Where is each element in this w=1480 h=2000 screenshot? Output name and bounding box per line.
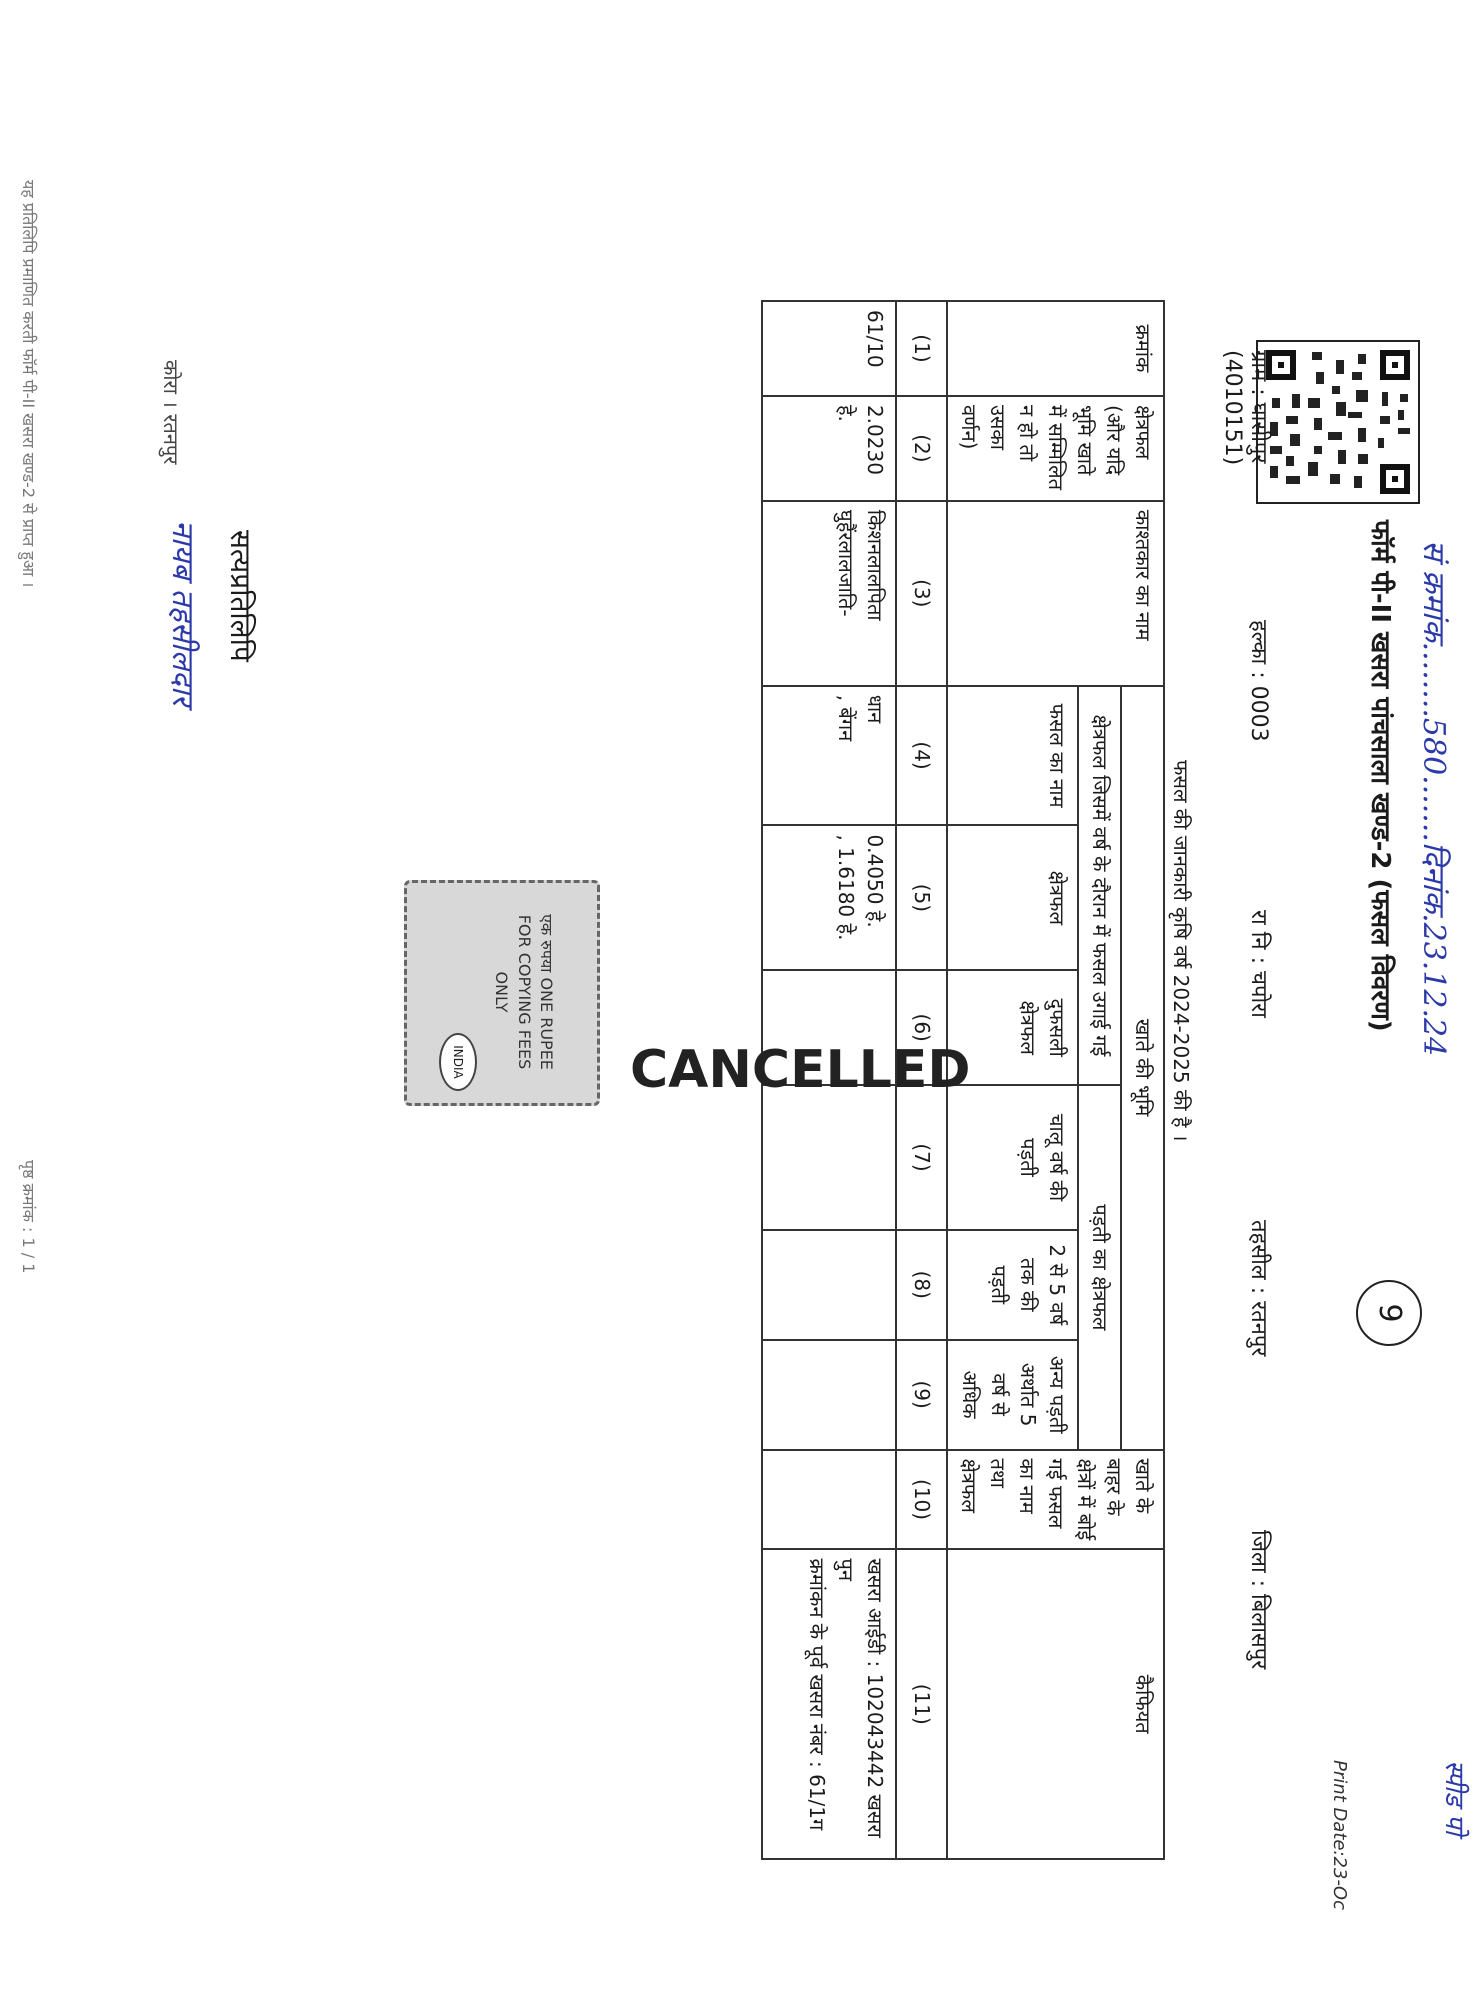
col-num: (2) (896, 396, 947, 501)
header-fallow-group: पड़ती का क्षेत्रफल (1078, 1085, 1121, 1449)
crop-2: , बेंगन (834, 694, 858, 742)
header-serial: क्रमांक (947, 301, 1164, 396)
cell-other-fallow (762, 1340, 896, 1450)
print-date: Print Date:23-Oc (1329, 1760, 1350, 1910)
header-crop-area-group: क्षेत्रफल जिसमें वर्ष के दौरान में फसल उगाई गई (1078, 686, 1121, 1085)
remarks-line-2: क्रमांकन के पूर्व खसरा नंबर : 61/1ग (805, 1558, 829, 1831)
header-cultivator: काश्तकार का नाम (947, 501, 1164, 686)
cell-serial: 61/10 (762, 301, 896, 396)
col-num: (11) (896, 1549, 947, 1859)
remarks-line-1: खसरा आईडी : 102043442 खसरा पुन (834, 1558, 887, 1838)
cell-area: 2.0230 हे. (762, 396, 896, 501)
cell-fallow-2-5 (762, 1230, 896, 1340)
true-copy-label: सत्यप्रतिलिपि (224, 530, 257, 662)
cell-remarks (762, 1549, 896, 1859)
col-num: (8) (896, 1230, 947, 1340)
cancelled-mark: CANCELLED (630, 1040, 971, 1100)
header-crop-name: फसल का नाम (947, 686, 1078, 826)
header-area: क्षेत्रफल (947, 825, 1078, 970)
form-title: फॉर्म पी-II खसरा पांचसाला खण्ड-2 (फसल विवरण) (1365, 520, 1395, 1032)
col-num: (10) (896, 1450, 947, 1550)
stamp-text-1: एक रुपया ONE RUPEE (537, 914, 556, 1070)
district: जिला : बिलासपुर (1246, 1530, 1271, 1670)
cell-cultivator: किशनलालपिता घुहैंरलालजाति- (762, 501, 896, 686)
header-fallow-2-5: 2 से 5 वर्ष तक की पड़ती (947, 1230, 1078, 1340)
signature: नायब तहसीलदार (165, 520, 200, 706)
footer-note: यह प्रतिलिपि प्रमाणित करती फॉर्म पी-II खसरा खण्ड-2 से प्राप्त हुआ । (19, 180, 38, 588)
tehsil: तहसील : रतनपुर (1246, 1220, 1271, 1357)
circled-number: 9 (1356, 1280, 1422, 1346)
cell-outside-crop (762, 1450, 896, 1550)
stamp-india: INDIA (439, 1033, 477, 1091)
halka: हल्का : 0003 (1246, 620, 1271, 742)
col-num: (9) (896, 1340, 947, 1450)
handwritten-reference: सं क्रमांक........580.......दिनांक.23.12.24 (1416, 540, 1451, 1057)
header-land-of-khata: खाते की भूमि (1121, 686, 1164, 1450)
office-seal: कोरा । रतनपुर (159, 360, 183, 465)
header-double-crop: दुफसली क्षेत्रफल (947, 970, 1078, 1085)
agri-year-note: फसल की जानकारी कृषि वर्ष 2024-2025 की है । (1169, 760, 1193, 1142)
stamp-text-2: FOR COPYING FEES ONLY (492, 914, 534, 1070)
crop-area-2: , 1.6180 हे. (834, 834, 858, 941)
village: ग्राम : घासीपुर (1246, 350, 1271, 464)
cell-crop-area (762, 825, 896, 970)
header-current-fallow: चालू वर्ष की पड़ती (947, 1085, 1078, 1230)
header-outside-crop: खाते के बाहर के क्षेत्रों में बोई गई फसल का नाम तथा क्षेत्रफल (947, 1450, 1164, 1550)
revenue-circle: रा नि : चपोरा (1246, 910, 1271, 1018)
page-number: पृष्ठ क्रमांक : 1 / 1 (19, 1160, 38, 1274)
header-other-fallow: अन्य पड़ती अर्थात 5 वर्ष से अधिक (947, 1340, 1078, 1450)
top-scribble: स्पीड पो (1439, 1760, 1469, 1836)
cell-current-fallow (762, 1085, 896, 1230)
col-num: (1) (896, 301, 947, 396)
col-num: (5) (896, 825, 947, 970)
header-remarks: कैफियत (947, 1549, 1164, 1859)
header-area-desc: क्षेत्रफल (और यदि भूमि खाते में सम्मिलित न हो तो उसका वर्णन) (947, 396, 1164, 501)
stamp-image (404, 880, 600, 1106)
qr-code (1256, 340, 1420, 504)
crop-1: धान (863, 694, 887, 724)
col-num: (3) (896, 501, 947, 686)
col-num: (6) (896, 970, 947, 1085)
village-code: (4010151) (1220, 350, 1245, 466)
crop-area-1: 0.4050 हे. (863, 834, 887, 928)
cell-crop (762, 686, 896, 826)
col-num: (7) (896, 1085, 947, 1230)
col-num: (4) (896, 686, 947, 826)
